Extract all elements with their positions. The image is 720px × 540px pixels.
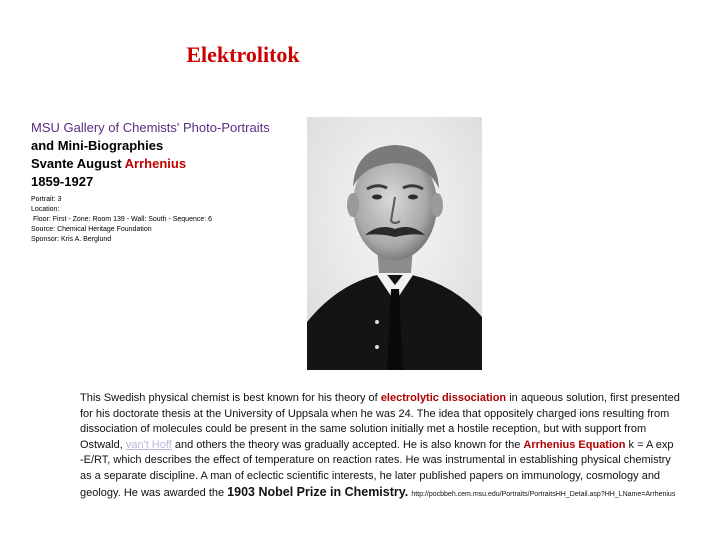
chemist-name [31, 155, 306, 173]
chemist-years: 1859-1927 [31, 174, 94, 189]
gallery-caption [31, 119, 306, 245]
portrait-photo [307, 117, 482, 370]
bio-segment-1: This Swedish physical chemist is best known for his theory of [80, 392, 378, 404]
nobel-prize-text: 1903 Nobel Prize in Chemistry [227, 484, 405, 499]
bio-segment-4: k = A exp -E/RT, which describes the effect of temperature on reaction rates. He was instrumental in establishing physical chemistry as a separate discipline. A man of eclectic scientific interests, he later published papers on immunology, cosmology and geology. He was awarded the [80, 438, 674, 499]
meta-portrait: Portrait: 3 [31, 196, 62, 203]
source-url[interactable]: http://pocbbeh.cem.msu.edu/Portraits/PortraitsHH_Detail.asp?HH_LName=Arrhenius [411, 490, 676, 498]
meta-sponsor: Sponsor: Kris A. Berglund [31, 236, 112, 243]
biography-text [80, 391, 680, 502]
bio-segment-3: and others the theory was gradually accepted. He is also known for the [174, 438, 521, 451]
portrait-illustration [307, 117, 482, 370]
meta-source: Source: Chemical Heritage Foundation [31, 226, 152, 233]
bio-segment-2: in aqueous solution, first presented for his doctorate thesis at the University of Uppsala when he was 24. The idea that oppositely charged ions resulting from dissociation of molecules could be present in the same solution initially met a hostile reception, but with support from Ostwald, [80, 392, 680, 451]
nobel-period: . [404, 484, 409, 499]
meta-floor: Floor: First - Zone: Room 139 - Wall: South - Sequence: 6 [31, 216, 213, 223]
portrait-metadata [31, 195, 306, 245]
link-vant-hoff[interactable]: van't Hoff [125, 438, 172, 451]
chemist-surname: Arrhenius [124, 156, 187, 171]
gallery-title: MSU Gallery of Chemists' Photo-Portraits [31, 120, 270, 135]
meta-location: Location: [31, 206, 60, 213]
highlight-arrhenius-equation: Arrhenius Equation [523, 438, 626, 451]
chemist-first-names: Svante August [31, 156, 122, 171]
highlight-electrolytic-dissociation: electrolytic dissociation [380, 392, 507, 404]
slide-title: Elektrolitok [186, 42, 300, 67]
gallery-subtitle: and Mini-Biographies [31, 138, 164, 153]
